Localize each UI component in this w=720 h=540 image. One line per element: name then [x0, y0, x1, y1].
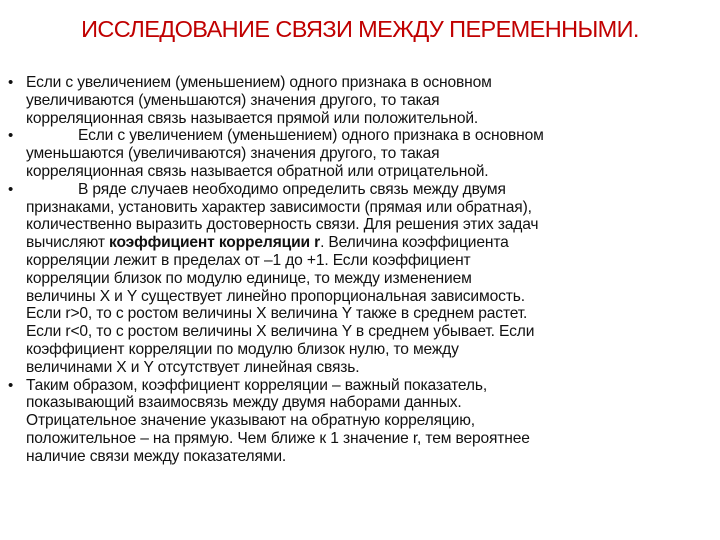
- text-line: корреляции близок по модулю единице, то между изменением: [26, 269, 472, 287]
- text-line: Если r<0, то с ростом величины X величина Y в среднем убывает. Если: [26, 323, 535, 341]
- bullet-marker: •: [8, 127, 14, 145]
- text-line: корреляционная связь называется обратной или отрицательной.: [26, 162, 489, 180]
- bullet-item-summary: [8, 377, 710, 466]
- text-line: уменьшаются (увеличиваются) значения другого, то такая: [26, 145, 440, 163]
- text-line: положительное – на прямую. Чем ближе к 1 значение r, тем вероятнее: [26, 429, 530, 447]
- text-line: увеличиваются (уменьшаются) значения другого, то такая: [26, 91, 440, 109]
- text-line: количественно выразить достоверность связи. Для решения этих задач: [26, 216, 539, 234]
- bullet-marker: •: [8, 74, 14, 91]
- text-line: Таким образом, коэффициент корреляции – важный показатель,: [26, 376, 488, 394]
- text-line: В ряде случаев необходимо определить связь между двумя: [78, 180, 506, 198]
- text-line-with-bold-term: [26, 234, 710, 252]
- text-line-indented: [26, 181, 710, 199]
- bullet-item-correlation-coefficient: [8, 181, 710, 377]
- text-line: Если с увеличением (уменьшением) одного признака в основном: [26, 74, 492, 91]
- text-fragment: вычисляют: [26, 234, 105, 252]
- slide-title: ИССЛЕДОВАНИЕ СВЯЗИ МЕЖДУ ПЕРЕМЕННЫМИ.: [81, 16, 639, 42]
- bullet-item-direct-correlation: [8, 74, 710, 127]
- text-line: наличие связи между показателями.: [26, 447, 287, 465]
- text-line: Если r>0, то с ростом величины X величина Y также в среднем растет.: [26, 305, 528, 323]
- text-line: Отрицательное значение указывают на обратную корреляцию,: [26, 412, 475, 430]
- bullet-list: [8, 74, 710, 466]
- text-line: Если с увеличением (уменьшением) одного признака в основном: [78, 127, 544, 145]
- text-fragment: . Величина коэффициента: [320, 234, 509, 252]
- correlation-coefficient-term: коэффициент корреляции r: [109, 234, 321, 252]
- text-line: показывающий взаимосвязь между двумя наборами данных.: [26, 394, 462, 412]
- text-line: величинами X и Y отсутствует линейная связь.: [26, 358, 360, 376]
- text-line: величины X и Y существует линейно пропорциональная зависимость.: [26, 287, 525, 305]
- bullet-item-inverse-correlation: [8, 127, 710, 180]
- text-line: признаками, установить характер зависимости (прямая или обратная),: [26, 198, 532, 216]
- text-line: корреляционная связь называется прямой или положительной.: [26, 109, 479, 127]
- text-line: коэффициент корреляции по модулю близок нулю, то между: [26, 340, 459, 358]
- bullet-marker: •: [8, 376, 14, 394]
- text-line: корреляции лежит в пределах от –1 до +1. Если коэффициент: [26, 251, 471, 269]
- bullet-marker: •: [8, 180, 14, 198]
- text-line-indented: [26, 127, 710, 145]
